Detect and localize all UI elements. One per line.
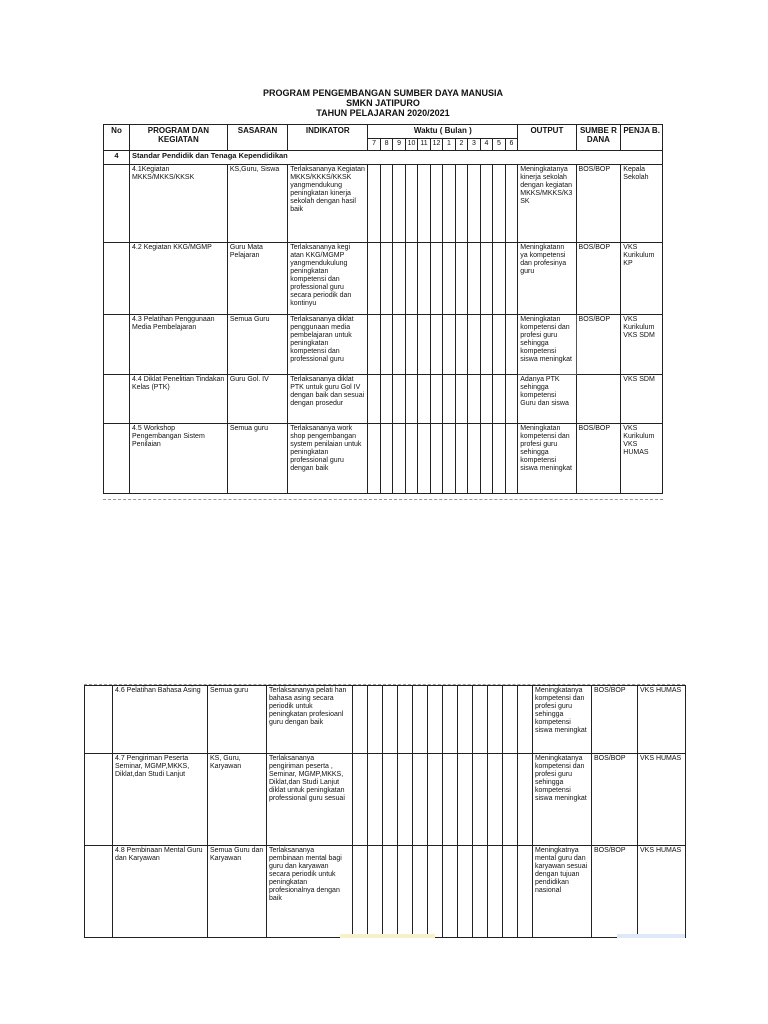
sasaran-cell: KS, Guru, Karyawan: [208, 754, 267, 846]
output-cell: Meningkatanya kompetensi dan profesi guru sehingga kompetensi siswa meningkat: [533, 686, 592, 754]
indikator-cell: Terlaksananya diklat PTK untuk guru Gol IV dengan baik dan sesuai dengan prosedur: [288, 375, 368, 424]
month-cell: [430, 243, 442, 315]
indikator-cell: Terlaksananya kegi atan KKG/MGMP yangmendukulung peningkatan kompetensi dan professional guru secara periodik dan kontinyu: [288, 243, 368, 315]
indikator-cell: Terlaksananya pembinaan mental bagi guru dan karyawan secara periodik untuk peningkatan profesionalnya dengan baik: [267, 846, 353, 938]
month-header: 3: [468, 139, 480, 151]
month-cell: [458, 846, 473, 938]
month-cell: [383, 754, 398, 846]
month-cell: [480, 424, 492, 494]
month-cell: [505, 375, 518, 424]
month-cell: [368, 165, 380, 243]
month-cell: [398, 846, 413, 938]
month-cell: [393, 375, 405, 424]
penanggung-jawab-cell: VKS HUMAS: [638, 754, 686, 846]
month-cell: [393, 243, 405, 315]
indikator-cell: Terlaksananya pelati han bahasa asing secara periodik untuk peningkatan profesioanl guru dengan baik: [267, 686, 353, 754]
month-cell: [380, 424, 392, 494]
output-cell: Meningkatann ya kompetensi dan profesinya guru: [518, 243, 576, 315]
month-cell: [480, 315, 492, 375]
penanggung-jawab-cell: VKS Kurikulum VKS HUMAS: [621, 424, 663, 494]
month-cell: [368, 686, 383, 754]
sasaran-cell: Semua guru: [227, 424, 287, 494]
month-cell: [493, 424, 505, 494]
month-cell: [458, 754, 473, 846]
month-cell: [443, 315, 455, 375]
header-penja: PENJA B.: [621, 125, 663, 151]
indikator-cell: Terlaksananya pengiriman peserta , Seminar, MGMP,MKKS, Diklat,dan Studi Lanjut diklat untuk peningkatan professional guru sesuai: [267, 754, 353, 846]
month-cell: [428, 846, 443, 938]
month-cell: [505, 424, 518, 494]
row-number-cell: [85, 846, 113, 938]
month-cell: [353, 686, 368, 754]
program-cell: 4.3 Pelatihan Penggunaan Media Pembelajaran: [130, 315, 228, 375]
header-indikator: INDIKATOR: [288, 125, 368, 151]
month-cell: [418, 424, 430, 494]
sasaran-cell: Guru Mata Pelajaran: [227, 243, 287, 315]
month-cell: [493, 375, 505, 424]
month-cell: [418, 243, 430, 315]
month-cell: [393, 165, 405, 243]
sasaran-cell: Guru Gol. IV: [227, 375, 287, 424]
document-page-1: [103, 84, 663, 500]
month-cell: [368, 424, 380, 494]
row-number-cell: [104, 315, 130, 375]
month-cell: [480, 375, 492, 424]
month-cell: [405, 165, 417, 243]
month-cell: [383, 846, 398, 938]
indikator-cell: Terlaksananya diklat penggunaan media pembelajaran untuk peningkatan kompetensi dan professional guru: [288, 315, 368, 375]
program-cell: 4.2 Kegiatan KKG/MGMP: [130, 243, 228, 315]
sumber-dana-cell: BOS/BOP: [576, 165, 621, 243]
sumber-dana-cell: [576, 375, 621, 424]
output-cell: Meningkatanya kompetensi dan profesi guru sehingga kompetensi siswa meningkat: [533, 754, 592, 846]
month-cell: [405, 375, 417, 424]
table-row: [85, 686, 686, 754]
penanggung-jawab-cell: VKS Kurikulum KP: [621, 243, 663, 315]
output-cell: Meningkatnya mental guru dan karyawan sesuai dengan tujuan pendidikan nasional: [533, 846, 592, 938]
month-cell: [473, 754, 488, 846]
month-cell: [368, 375, 380, 424]
month-cell: [430, 165, 442, 243]
month-cell: [443, 375, 455, 424]
month-cell: [468, 165, 480, 243]
section-label: Standar Pendidik dan Tenaga Kependidikan: [130, 151, 663, 165]
month-cell: [455, 315, 467, 375]
month-cell: [430, 424, 442, 494]
month-cell: [505, 315, 518, 375]
month-header: 9: [393, 139, 405, 151]
sumber-dana-cell: BOS/BOP: [576, 424, 621, 494]
program-cell: 4.4 Diklat Penelitian Tindakan Kelas (PTK): [130, 375, 228, 424]
penanggung-jawab-cell: VKS HUMAS: [638, 686, 686, 754]
program-table: [103, 124, 663, 494]
section-number: 4: [104, 151, 130, 165]
month-cell: [503, 754, 518, 846]
month-cell: [380, 243, 392, 315]
month-header: 8: [380, 139, 392, 151]
program-cell: 4.7 Pengiriman Peserta Seminar, MGMP,MKKS, Diklat,dan Studi Lanjut: [113, 754, 208, 846]
month-cell: [518, 846, 533, 938]
month-cell: [468, 375, 480, 424]
sumber-dana-cell: BOS/BOP: [576, 243, 621, 315]
month-cell: [368, 315, 380, 375]
month-header: 11: [418, 139, 430, 151]
month-cell: [413, 846, 428, 938]
month-cell: [368, 846, 383, 938]
month-cell: [443, 846, 458, 938]
month-cell: [488, 686, 503, 754]
sasaran-cell: KS,Guru, Siswa: [227, 165, 287, 243]
program-cell: 4.5 Workshop Pengembangan Sistem Penilaian: [130, 424, 228, 494]
month-cell: [503, 686, 518, 754]
output-cell: Meningkatan kompetensi dan profesi guru sehingga kompetensi siswa meningkat: [518, 424, 576, 494]
month-cell: [468, 424, 480, 494]
month-cell: [430, 315, 442, 375]
month-cell: [393, 424, 405, 494]
month-cell: [443, 754, 458, 846]
month-cell: [455, 165, 467, 243]
sumber-dana-cell: BOS/BOP: [576, 315, 621, 375]
month-header: 5: [493, 139, 505, 151]
indikator-cell: Terlaksananya work shop pengembangan system penilaian untuk peningkatan professional guru dengan baik: [288, 424, 368, 494]
month-cell: [443, 243, 455, 315]
penanggung-jawab-cell: Kepala Sekolah: [621, 165, 663, 243]
table-row: [104, 424, 663, 494]
month-cell: [468, 243, 480, 315]
month-header: 1: [443, 139, 455, 151]
sumber-dana-cell: BOS/BOP: [592, 686, 638, 754]
header-sumber: SUMBE R DANA: [576, 125, 621, 151]
month-cell: [493, 165, 505, 243]
month-cell: [455, 375, 467, 424]
month-cell: [468, 315, 480, 375]
table-row: [85, 754, 686, 846]
month-cell: [503, 846, 518, 938]
row-number-cell: [104, 165, 130, 243]
month-cell: [393, 315, 405, 375]
month-cell: [518, 754, 533, 846]
sasaran-cell: Semua Guru dan Karyawan: [208, 846, 267, 938]
header-program: PROGRAM DAN KEGIATAN: [130, 125, 228, 151]
month-cell: [405, 243, 417, 315]
month-cell: [368, 754, 383, 846]
month-cell: [398, 754, 413, 846]
row-number-cell: [104, 375, 130, 424]
table-row: [104, 315, 663, 375]
month-header: 10: [405, 139, 417, 151]
month-header: 12: [430, 139, 442, 151]
month-cell: [413, 754, 428, 846]
month-cell: [455, 424, 467, 494]
month-cell: [443, 165, 455, 243]
highlight-strip: [340, 934, 435, 938]
month-cell: [380, 315, 392, 375]
penanggung-jawab-cell: VKS HUMAS: [638, 846, 686, 938]
month-cell: [480, 165, 492, 243]
program-cell: 4.1Kegiatan MKKS/MKKS/KKSK: [130, 165, 228, 243]
row-number-cell: [85, 754, 113, 846]
month-cell: [383, 686, 398, 754]
month-cell: [488, 754, 503, 846]
program-table-continued: [84, 685, 686, 938]
month-cell: [480, 243, 492, 315]
document-year: TAHUN PELAJARAN 2020/2021: [316, 108, 450, 118]
month-header: 6: [505, 139, 518, 151]
output-cell: Adanya PTK sehingga kompetensi Guru dan siswa: [518, 375, 576, 424]
penanggung-jawab-cell: VKS Kurikulum VKS SDM: [621, 315, 663, 375]
month-cell: [473, 686, 488, 754]
month-cell: [505, 165, 518, 243]
highlight-strip: [617, 934, 685, 938]
month-cell: [488, 846, 503, 938]
month-cell: [428, 754, 443, 846]
month-cell: [443, 686, 458, 754]
month-cell: [518, 686, 533, 754]
month-cell: [353, 754, 368, 846]
table-row: [104, 165, 663, 243]
month-cell: [380, 165, 392, 243]
table-row: [104, 243, 663, 315]
month-cell: [405, 315, 417, 375]
document-page-2: [84, 684, 685, 937]
month-cell: [473, 846, 488, 938]
document-school: SMKN JATIPURO: [346, 98, 420, 108]
month-header: 2: [455, 139, 467, 151]
document-title: PROGRAM PENGEMBANGAN SUMBER DAYA MANUSIA: [262, 88, 504, 98]
table-row: [104, 375, 663, 424]
row-number-cell: [104, 243, 130, 315]
month-cell: [493, 315, 505, 375]
output-cell: Meningkatan kompetensi dan profesi guru sehingga kompetensi siswa meningkat: [518, 315, 576, 375]
month-header: 4: [480, 139, 492, 151]
header-sasaran: SASARAN: [227, 125, 287, 151]
penanggung-jawab-cell: VKS SDM: [621, 375, 663, 424]
month-cell: [428, 686, 443, 754]
program-cell: 4.8 Pembinaan Mental Guru dan Karyawan: [113, 846, 208, 938]
month-cell: [380, 375, 392, 424]
month-cell: [405, 424, 417, 494]
indikator-cell: Terlaksananya Kegiatan MKKS/KKKS/KKSK yangmendukung peningkatan kinerja sekolah dengan hasil baik: [288, 165, 368, 243]
sasaran-cell: Semua guru: [208, 686, 267, 754]
program-cell: 4.6 Pelatihan Bahasa Asing: [113, 686, 208, 754]
month-cell: [443, 424, 455, 494]
month-cell: [493, 243, 505, 315]
month-cell: [430, 375, 442, 424]
month-cell: [418, 375, 430, 424]
row-number-cell: [85, 686, 113, 754]
header-output: OUTPUT: [518, 125, 576, 151]
header-waktu: Waktu ( Bulan ): [368, 125, 518, 139]
month-cell: [368, 243, 380, 315]
table-row: [85, 846, 686, 938]
month-cell: [455, 243, 467, 315]
sumber-dana-cell: BOS/BOP: [592, 846, 638, 938]
month-cell: [505, 243, 518, 315]
sasaran-cell: Semua Guru: [227, 315, 287, 375]
output-cell: Meningkatanya kinerja sekolah dengan kegiatan MKKS/MKKS/K3 SK: [518, 165, 576, 243]
month-header: 7: [368, 139, 380, 151]
month-cell: [413, 686, 428, 754]
month-cell: [418, 315, 430, 375]
header-no: No: [104, 125, 130, 151]
sumber-dana-cell: BOS/BOP: [592, 754, 638, 846]
row-number-cell: [104, 424, 130, 494]
month-cell: [418, 165, 430, 243]
month-cell: [398, 686, 413, 754]
month-cell: [458, 686, 473, 754]
month-cell: [353, 846, 368, 938]
